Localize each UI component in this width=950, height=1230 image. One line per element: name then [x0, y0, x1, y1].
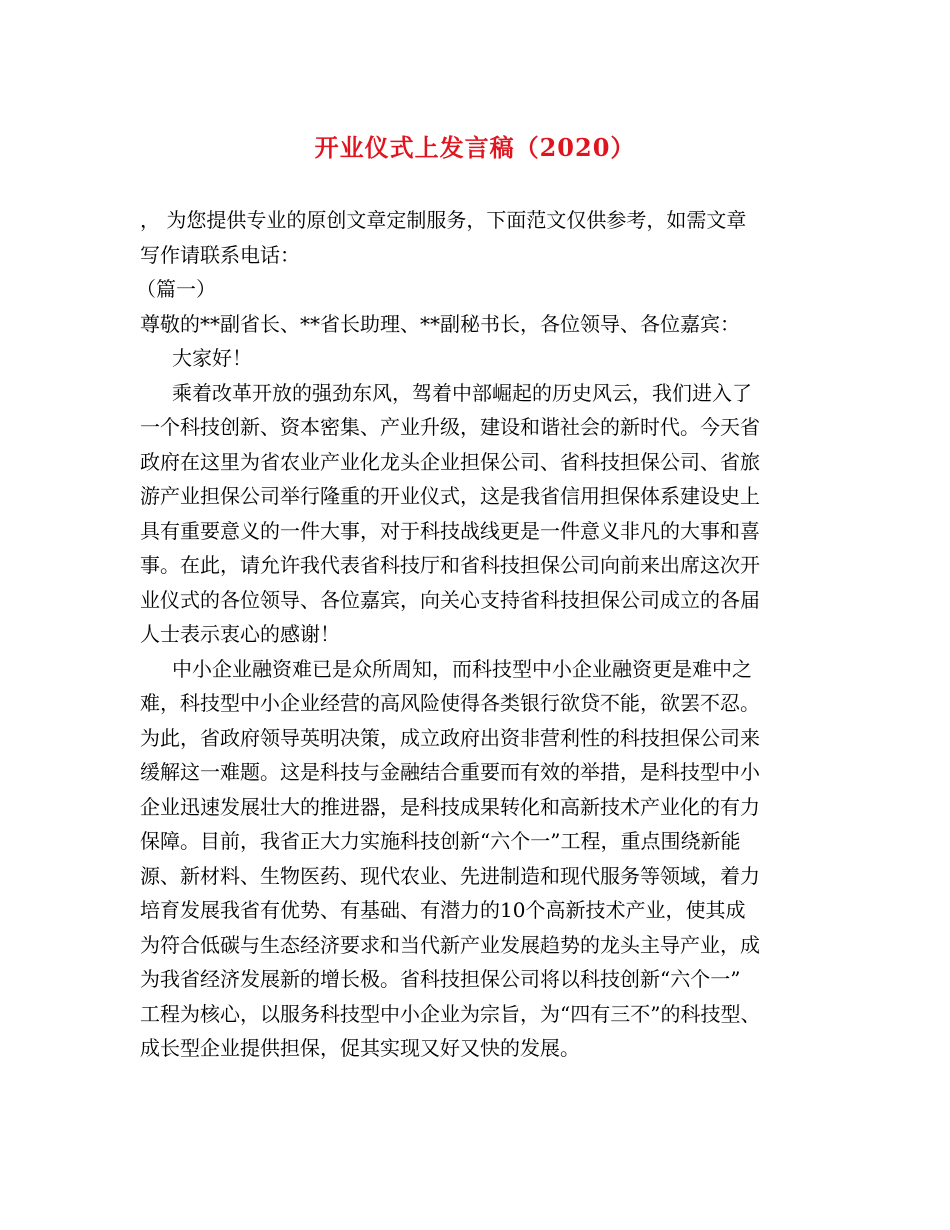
intro-line-1: ， 为您提供专业的原创文章定制服务，下面范文仅供参考，如需文章	[140, 208, 747, 232]
greeting: 大家好！	[172, 346, 252, 370]
paragraph2-line: 缓解这一难题。这是科技与金融结合重要而有效的举措，是科技型中小	[140, 760, 760, 784]
salutation: 尊敬的**副省长、**省长助理、**副秘书长，各位领导、各位嘉宾：	[140, 311, 740, 336]
paragraph1-line: 一个科技创新、资本密集、产业升级，建设和谐社会的新时代。今天省	[140, 415, 760, 439]
paragraph1-line: 业仪式的各位领导、各位嘉宾，向关心支持省科技担保公司成立的各届	[140, 587, 760, 612]
paragraph2-line: 为此，省政府领导英明决策，成立政府出资非营利性的科技担保公司来	[140, 725, 760, 750]
paragraph2-line: 成长型企业提供担保，促其实现又好又快的发展。	[140, 1036, 580, 1060]
paragraph1-line: 乘着改革开放的强劲东风，驾着中部崛起的历史风云，我们进入了	[172, 380, 752, 405]
paragraph1-line: 政府在这里为省农业产业化龙头企业担保公司、省科技担保公司、省旅	[140, 449, 760, 474]
document-body	[136, 203, 830, 1066]
paragraph1-line: 游产业担保公司举行隆重的开业仪式，这是我省信用担保体系建设史上	[140, 484, 760, 508]
paragraph2-line: 工程为核心，以服务科技型中小企业为宗旨，为“四有三不”的科技型、	[140, 1001, 761, 1026]
paragraph2-line: 为符合低碳与生态经济要求和当代新产业发展趋势的龙头主导产业，成	[140, 932, 760, 957]
paragraph2-line: 培育发展我省有优势、有基础、有潜力的10个高新技术产业，使其成	[140, 898, 746, 922]
document-title: 开业仪式上发言稿（2020）	[314, 133, 636, 162]
paragraph1-line: 事。在此，请允许我代表省科技厅和省科技担保公司向前来出席这次开	[140, 553, 760, 577]
section-label: （篇一）	[136, 277, 216, 301]
paragraph2-line: 企业迅速发展壮大的推进器，是科技成果转化和高新技术产业化的有力	[140, 794, 760, 819]
paragraph2-line: 为我省经济发展新的增长极。省科技担保公司将以科技创新“六个一”	[140, 967, 741, 991]
paragraph1-line: 人士表示衷心的感谢！	[140, 622, 340, 646]
intro-line-2: 写作请联系电话：	[140, 242, 300, 267]
paragraph1-line: 具有重要意义的一件大事，对于科技战线更是一件意义非凡的大事和喜	[140, 518, 760, 543]
paragraph2-line: 保障。目前，我省正大力实施科技创新“六个一”工程，重点围绕新能	[140, 829, 741, 853]
paragraph2-line: 中小企业融资难已是众所周知，而科技型中小企业融资更是难中之	[172, 656, 752, 681]
paragraph2-line: 源、新材料、生物医药、现代农业、先进制造和现代服务等领域，着力	[140, 863, 760, 888]
paragraph2-line: 难，科技型中小企业经营的高风险使得各类银行欲贷不能，欲罢不忍。	[140, 691, 760, 715]
